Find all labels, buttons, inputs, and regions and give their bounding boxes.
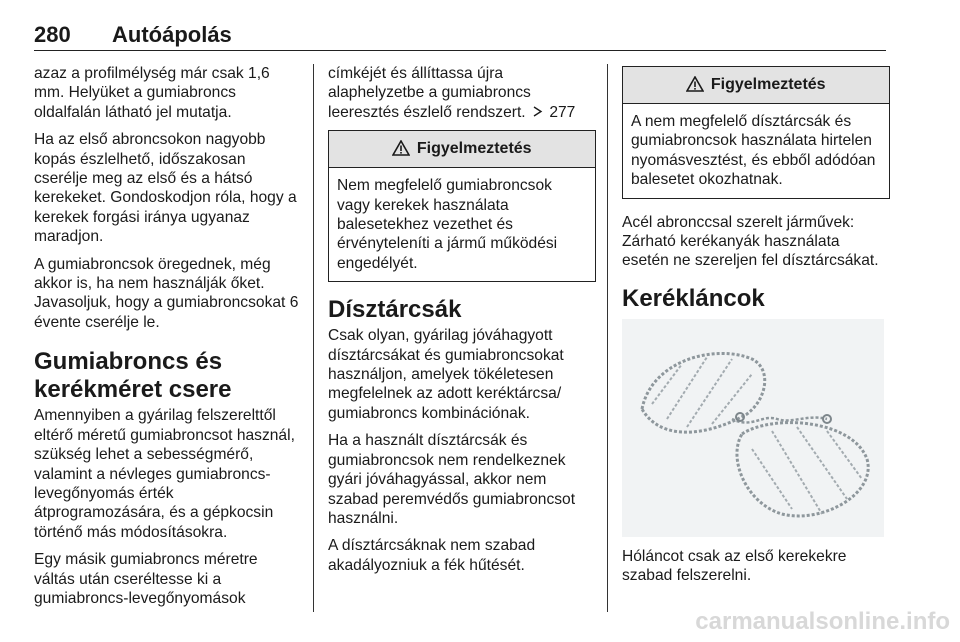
warning-body: A nem megfelelő dísztárcsák és gumiabroncsok használata hirtelen nyomásvesztést, és ebből adódóan balesetet okozhatnak.: [631, 113, 876, 189]
warning-triangle-icon: [686, 76, 710, 93]
paragraph: azaz a profilmélység már csak 1,6 mm. Helyüket a gumiabroncs oldalfalán látható jel mutatja.: [34, 65, 270, 121]
paragraph: [328, 64, 596, 122]
section-heading: Kerékláncok: [622, 284, 765, 312]
paragraph-text: címkéjét és állíttassa újra alaphelyzetbe a gumiabroncs leeresztés észlelő rendszert.: [328, 65, 531, 121]
section-heading: [34, 348, 302, 404]
page-reference-arrow-icon[interactable]: [532, 103, 543, 122]
warning-header: [623, 67, 889, 104]
paragraph: Acél abronccsal szerelt járművek: Zárható kerékanyák használata esetén ne szereljen fel dísztárcsákat.: [622, 213, 879, 270]
section-heading: Dísztárcsák: [328, 296, 462, 324]
watermark: carmanualsonline.info: [695, 608, 950, 635]
warning-box: [622, 66, 890, 199]
page-header: [34, 22, 886, 51]
warning-triangle-icon: [392, 140, 416, 157]
column-divider-2: [607, 64, 608, 612]
paragraph: Egy másik gumiabroncs méretre váltás után cseréltesse ki a gumiabroncs-levegőnyomások: [34, 551, 258, 607]
snow-chains-illustration: [622, 319, 884, 537]
paragraph: Csak olyan, gyárilag jóváhagyott dísztárcsákat és gumiabroncsokat használjon, amelyek tökéletesen megfelelnek az adott keréktárcsa/ gumiabroncs kombinációnak.: [328, 327, 564, 422]
warning-body: Nem megfelelő gumiabroncsok vagy kerekek használata balesetekhez vezethet és érvényteleníti a jármű működési engedélyét.: [337, 177, 558, 272]
column-3: [622, 64, 890, 594]
column-divider-1: [313, 64, 314, 612]
paragraph: Ha a használt dísztárcsák és gumiabroncsok nem rendelkeznek gyári jóváhagyással, akkor nem szabad peremvédős gumiabroncsot használni.: [328, 432, 576, 527]
page-number: 280: [34, 22, 71, 47]
paragraph: Ha az első abroncsokon nagyobb kopás észlelhető, időszakosan cserélje meg az első és a hátsó kerekeket. Gondoskodjon róla, hogy a kerekek forgási iránya ugyanaz maradjon.: [34, 131, 297, 246]
warning-title: Figyelmeztetés: [710, 76, 826, 93]
warning-box: [328, 130, 596, 282]
paragraph: A gumiabroncsok öregednek, még akkor is, ha nem használják őket. Javasoljuk, hogy a gumiabroncsokat 6 évente cserélje le.: [34, 255, 299, 331]
section-title: Autóápolás: [112, 22, 232, 47]
heading-line-2: kerékméret csere: [34, 376, 232, 404]
column-1: [34, 64, 302, 616]
paragraph: A dísztárcsáknak nem szabad akadályozniuk a fék hűtését.: [328, 537, 536, 574]
warning-title: Figyelmeztetés: [416, 140, 532, 158]
heading-line-1: Gumiabroncs és: [34, 348, 223, 376]
figure-caption: Hóláncot csak az első kerekekre szabad felszerelni.: [622, 547, 847, 585]
page-reference-number[interactable]: 277: [549, 103, 576, 121]
column-2: [328, 64, 596, 583]
warning-header: [329, 131, 595, 168]
paragraph: Amennyiben a gyárilag felszerelttől eltérő méretű gumiabroncsot használ, szükség lehet a sebességmérő, valamint a névleges gumiabroncs-levegőnyomás érték átprogramozására, és a gépkocsin történő más módosításokra.: [34, 407, 295, 541]
